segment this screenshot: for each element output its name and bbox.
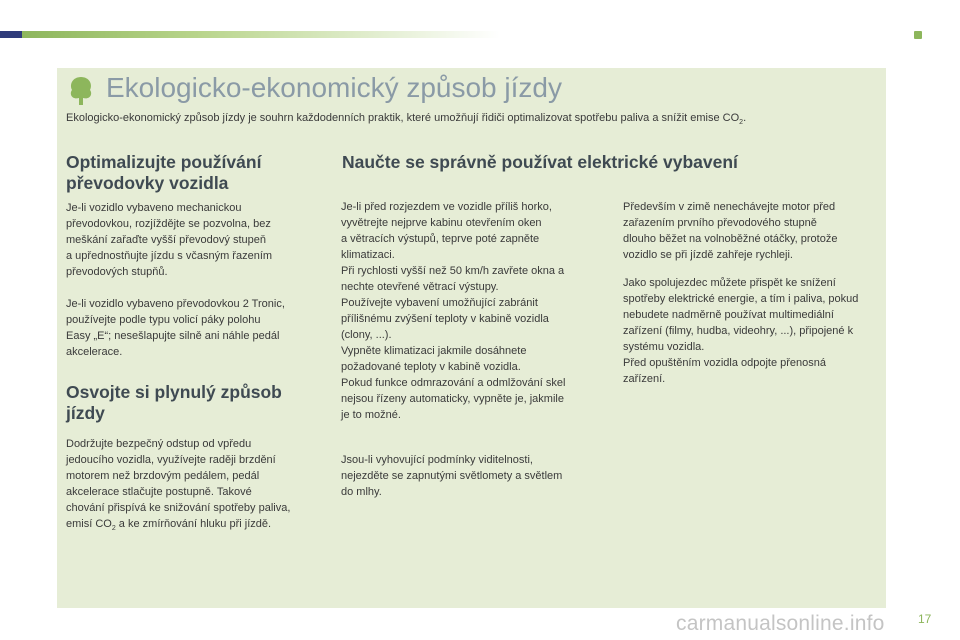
- leaf-icon: [68, 76, 94, 106]
- electrical-paragraph-3: Především v zimě nenechávejte motor před zařazením prvního převodového stupně dlouho běžet na volnoběžné otáčky, protože vozidlo se při jízdě zahřeje rychleji.: [623, 201, 838, 261]
- header-color-bar: [0, 31, 500, 38]
- page-title: Ekologicko-ekonomický způsob jízdy: [106, 72, 562, 103]
- watermark: carmanualsonline.info: [676, 612, 885, 635]
- page-number: 17: [918, 612, 932, 626]
- electrical-paragraph-4: Jako spolujezdec můžete přispět ke snížení spotřeby elektrické energie, a tím i paliva, pokud nebudete nadměrně používat multimediální zařízení (filmy, hudba, videohry, ...), připojené k systému vozidla. Před opuštěním vozidla odpojte přenosná zařízení.: [623, 277, 859, 385]
- heading-smooth-driving: Osvojte si plynulý způsob jízdy: [66, 382, 282, 423]
- electrical-paragraph-1: Je-li před rozjezdem ve vozidle příliš horko, vyvětrejte nejprve kabinu otevřením oken a větracích výstupů, teprve poté zapněte klimatizaci. Při rychlosti vyšší než 50 km/h zavřete okna a nechte otevřené větrací výstupy. Používejte vybavení umožňující zabránit přílišnému zvýšení teploty v kabině vozidla (clony, ...). Vypněte klimatizaci jakmile dosáhnete požadované teploty v kabině vozidla. Pokud funkce odmrazování a odmlžování skel nejsou řízeny automaticky, vypněte je, jakmile je to možné.: [341, 201, 566, 421]
- intro-text: Ekologicko-ekonomický způsob jízdy je souhrn každodenních praktik, které umožňují řidiči optimalizovat spotřebu paliva a snížit emise $CO_2$.: [66, 112, 747, 127]
- gearbox-paragraph-1: Je-li vozidlo vybaveno mechanickou převodovkou, rozjíždějte se pozvolna, bez meškání zařaďte vyšší převodový stupeň a upřednostňujte jízdu s včasným řazením převodových stupňů.: [66, 202, 273, 278]
- gearbox-paragraph-2: Je-li vozidlo vybaveno převodovkou 2 Tronic, používejte podle typu volicí páky polohu Easy „E“; nesešlapujte silně ani náhle pedál akcelerace.: [66, 298, 285, 358]
- electrical-paragraph-2: Jsou-li vyhovující podmínky viditelnosti, nejezděte se zapnutými světlomety a světlem do mlhy.: [341, 454, 563, 498]
- heading-electrical: Naučte se správně používat elektrické vybavení: [342, 152, 738, 172]
- corner-marker: [914, 31, 922, 39]
- heading-gearbox: Optimalizujte používání převodovky vozidla: [66, 152, 262, 193]
- smooth-driving-paragraph: Dodržujte bezpečný odstup od vpředu jedoucího vozidla, využívejte raději brzdění motorem než brzdovým pedálem, pedál akcelerace stlačujte postupně. Takové chování přispívá ke snižování spotřeby paliva, emisí $CO_2$ a ke zmírňování hluku při jízdě.: [66, 438, 291, 533]
